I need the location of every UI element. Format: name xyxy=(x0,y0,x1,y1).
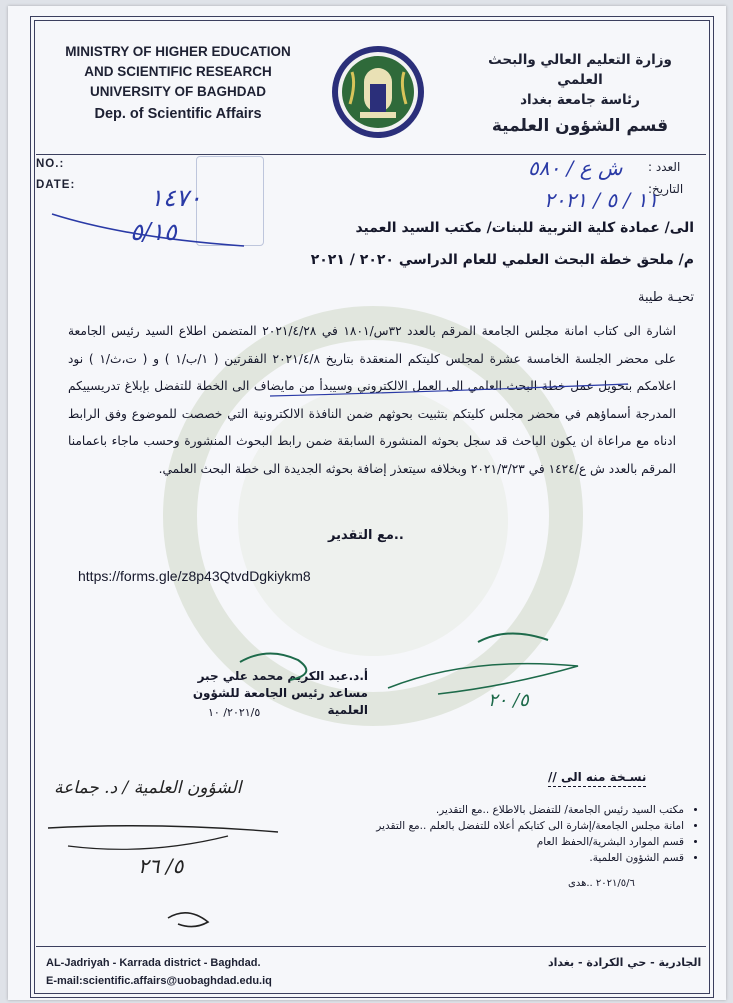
handwritten-note-date: ٥/ ٢٦ xyxy=(138,854,184,878)
list-item: • مكتب السيد رئيس الجامعة/ للتفضل بالاطلاع ..مع التقدير. xyxy=(308,802,684,818)
number-label: NO.: xyxy=(36,158,65,170)
ministry-line-ar: وزارة التعليم العالي والبحث العلمي xyxy=(488,52,672,88)
greeting: تحيـة طيبة xyxy=(637,290,694,305)
footer-email[interactable]: E-mail:scientific.affairs@uobaghdad.edu.iq xyxy=(46,975,272,987)
addressee: الى/ عمادة كلية التربية للبنات/ مكتب السيد العميد xyxy=(355,220,694,236)
stamp-number-handwritten: ١٤٧٠ xyxy=(150,184,202,212)
handwritten-date: ١١ / ٥ / ٢٠٢١ xyxy=(544,188,659,212)
number-label-ar: العدد : xyxy=(648,160,681,174)
received-stamp xyxy=(196,156,264,246)
form-link[interactable]: https://forms.gle/z8p43QtvdDgkiykm8 xyxy=(78,568,311,584)
copies-title: نسـخة منه الى // xyxy=(548,770,646,787)
list-item: • امانة مجلس الجامعة/إشارة الى كتابكم أعلاه للتفضل بالعلم ..مع التقدير xyxy=(308,818,684,834)
copies-date: ٢٠٢١/٥/٦ ..هدى xyxy=(568,878,635,889)
footer-english xyxy=(46,954,272,990)
footer-address: AL-Jadriyah - Karrada district - Baghdad. xyxy=(46,957,261,969)
signatory-name: أ.د.عبد الكريم محمد علي جبر xyxy=(197,669,368,683)
handwritten-number: ش ع / ٥٨٠ xyxy=(528,156,623,180)
list-item: • قسم الشؤون العلمية. xyxy=(308,850,684,866)
letter-body: اشارة الى كتاب امانة مجلس الجامعة المرقم بالعدد ٣٢س/١٨٠١ في ٢٠٢١/٤/٢٨ المتضمن اطلاع السيد رئيس الجامعة على محضر الجلسة الخامسة عشرة لمجلس كليتكم المنعقدة بتاريخ ٢٠٢١/٤/٨ الفقرتين ( ١/ب/١ ) و ( ت،ث/١ ) نود اعلامكم بتحويل عمل خطة البحث العلمي الى العمل الالكتروني وسيبدأ من مايضاف الى الخطة للتفضل بإبلاغ تدريسييكم المدرجة أسماؤهم في محضر مجلس كليتكم بتثبيت بحوثهم ضمن النافذة الالكترونية التي خصصت للموضوع وفق الرابط ادناه مع مراعاة ان يكون الباحث قد سجل بحوثه المنشورة السابقة ضمن رابط البحوث المنشورة وحسب ماجاء باعمامنا المرقم بالعدد ش ع/١٤٢٤ في ٢٠٢١/٣/٢٣ وبخلافه سيتعذر إضافة بحوثه الجديدة الى خطة البحث العلمي. xyxy=(68,324,676,476)
signature-date: ٢٠٢١/٥/ ١٠ xyxy=(208,706,261,719)
handwritten-note: الشؤون العلمية / د. جماعة xyxy=(54,778,242,798)
signatory-title: مساعد رئيس الجامعة للشؤون العلمية xyxy=(192,686,368,717)
footer-divider xyxy=(36,946,706,947)
header-arabic xyxy=(480,50,680,136)
handwritten-green-date: ٥/ ٢٠ xyxy=(488,690,529,711)
date-label: DATE: xyxy=(36,179,76,191)
department-line: Dep. of Scientific Affairs xyxy=(94,106,262,122)
list-item: • قسم الموارد البشرية/الحفظ العام xyxy=(308,834,684,850)
date-label-ar: التاريخ: xyxy=(648,182,684,196)
university-line: UNIVERSITY OF BAGHDAD xyxy=(89,84,266,99)
header-divider xyxy=(36,154,706,155)
footer-address-ar: الجادرية - حي الكرادة - بغداد xyxy=(548,956,702,969)
regards: ..مع التقدير xyxy=(328,528,404,543)
ministry-line-2: AND SCIENTIFIC RESEARCH xyxy=(84,64,272,79)
copies-list xyxy=(308,802,698,866)
header-english xyxy=(58,42,298,124)
subject-line: م/ ملحق خطة البحث العلمي للعام الدراسي ٢٠٢٠ / ٢٠٢١ xyxy=(310,252,694,268)
ministry-line: MINISTRY OF HIGHER EDUCATION xyxy=(65,44,291,59)
letter-page xyxy=(8,6,726,1000)
university-logo xyxy=(330,44,426,140)
stamp-date-handwritten: ٥/١٥ xyxy=(130,218,177,246)
department-line-ar: قسم الشؤون العلمية xyxy=(491,116,669,136)
presidency-line-ar: رئاسة جامعة بغداد xyxy=(520,92,640,108)
